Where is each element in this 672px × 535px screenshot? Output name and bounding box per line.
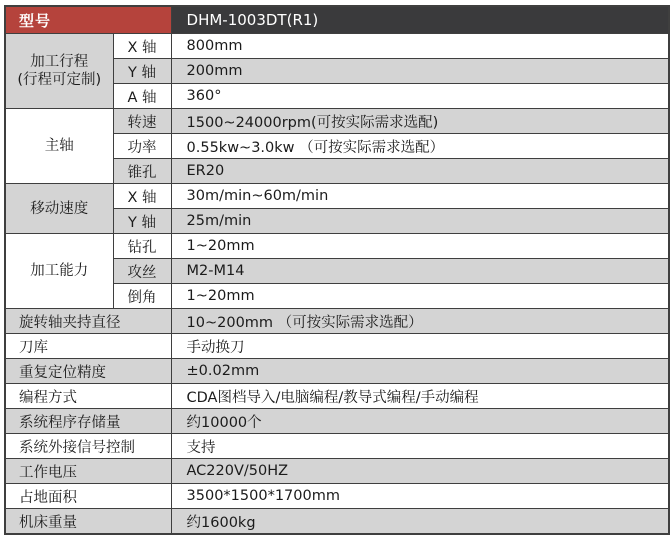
value-cell: 200mm <box>171 59 669 84</box>
value-cell: AC220V/50HZ <box>171 459 669 484</box>
model-value-cell: DHM-1003DT(R1) <box>171 6 669 34</box>
row-label-cell: 编程方式 <box>5 384 171 409</box>
sub-label-cell: 功率 <box>113 134 171 159</box>
value-cell: 约1600kg <box>171 509 669 535</box>
value-cell: 1~20mm <box>171 284 669 309</box>
value-cell: 1~20mm <box>171 234 669 259</box>
value-cell: 25m/min <box>171 209 669 234</box>
table-row <box>5 409 669 434</box>
row-label-cell: 系统外接信号控制 <box>5 434 171 459</box>
table-row <box>5 384 669 409</box>
row-label-cell: 系统程序存储量 <box>5 409 171 434</box>
value-cell: 3500*1500*1700mm <box>171 484 669 509</box>
group-label-travel <box>5 34 113 109</box>
table-row <box>5 484 669 509</box>
table-row <box>5 509 669 535</box>
sub-label-cell: Y 轴 <box>113 59 171 84</box>
sub-label-cell: 倒角 <box>113 284 171 309</box>
value-cell: CDA图档导入/电脑编程/教导式编程/手动编程 <box>171 384 669 409</box>
group-label-capacity: 加工能力 <box>5 234 113 309</box>
value-cell: M2-M14 <box>171 259 669 284</box>
row-label-cell: 工作电压 <box>5 459 171 484</box>
row-label-cell: 刀库 <box>5 334 171 359</box>
table-row <box>5 359 669 384</box>
table-row <box>5 459 669 484</box>
value-cell: 30m/min~60m/min <box>171 184 669 209</box>
value-cell: 800mm <box>171 34 669 59</box>
value-cell: 支持 <box>171 434 669 459</box>
value-cell: ±0.02mm <box>171 359 669 384</box>
value-cell: 约10000个 <box>171 409 669 434</box>
table-row <box>5 234 669 259</box>
value-cell: 1500~24000rpm(可按实际需求选配) <box>171 109 669 134</box>
sub-label-cell: 钻孔 <box>113 234 171 259</box>
table-header-row <box>5 6 669 34</box>
row-label-cell: 旋转轴夹持直径 <box>5 309 171 334</box>
sub-label-cell: A 轴 <box>113 84 171 109</box>
sub-label-cell: Y 轴 <box>113 209 171 234</box>
value-cell: 360° <box>171 84 669 109</box>
table-row <box>5 34 669 59</box>
sub-label-cell: 攻丝 <box>113 259 171 284</box>
sub-label-cell: 锥孔 <box>113 159 171 184</box>
row-label-cell: 重复定位精度 <box>5 359 171 384</box>
value-cell: ER20 <box>171 159 669 184</box>
row-label-cell: 机床重量 <box>5 509 171 535</box>
group-label-speed: 移动速度 <box>5 184 113 234</box>
spec-table <box>4 5 670 535</box>
group-label-travel-line1: 加工行程 <box>30 54 89 70</box>
value-cell: 0.55kw~3.0kw （可按实际需求选配） <box>171 134 669 159</box>
table-row <box>5 184 669 209</box>
table-row <box>5 309 669 334</box>
sub-label-cell: 转速 <box>113 109 171 134</box>
table-row <box>5 109 669 134</box>
sub-label-cell: X 轴 <box>113 184 171 209</box>
value-cell: 手动换刀 <box>171 334 669 359</box>
model-label-cell: 型号 <box>5 6 171 34</box>
group-label-travel-line2: (行程可定制) <box>17 72 102 88</box>
row-label-cell: 占地面积 <box>5 484 171 509</box>
group-label-spindle: 主轴 <box>5 109 113 184</box>
table-row <box>5 434 669 459</box>
value-cell: 10~200mm （可按实际需求选配） <box>171 309 669 334</box>
table-row <box>5 334 669 359</box>
sub-label-cell: X 轴 <box>113 34 171 59</box>
